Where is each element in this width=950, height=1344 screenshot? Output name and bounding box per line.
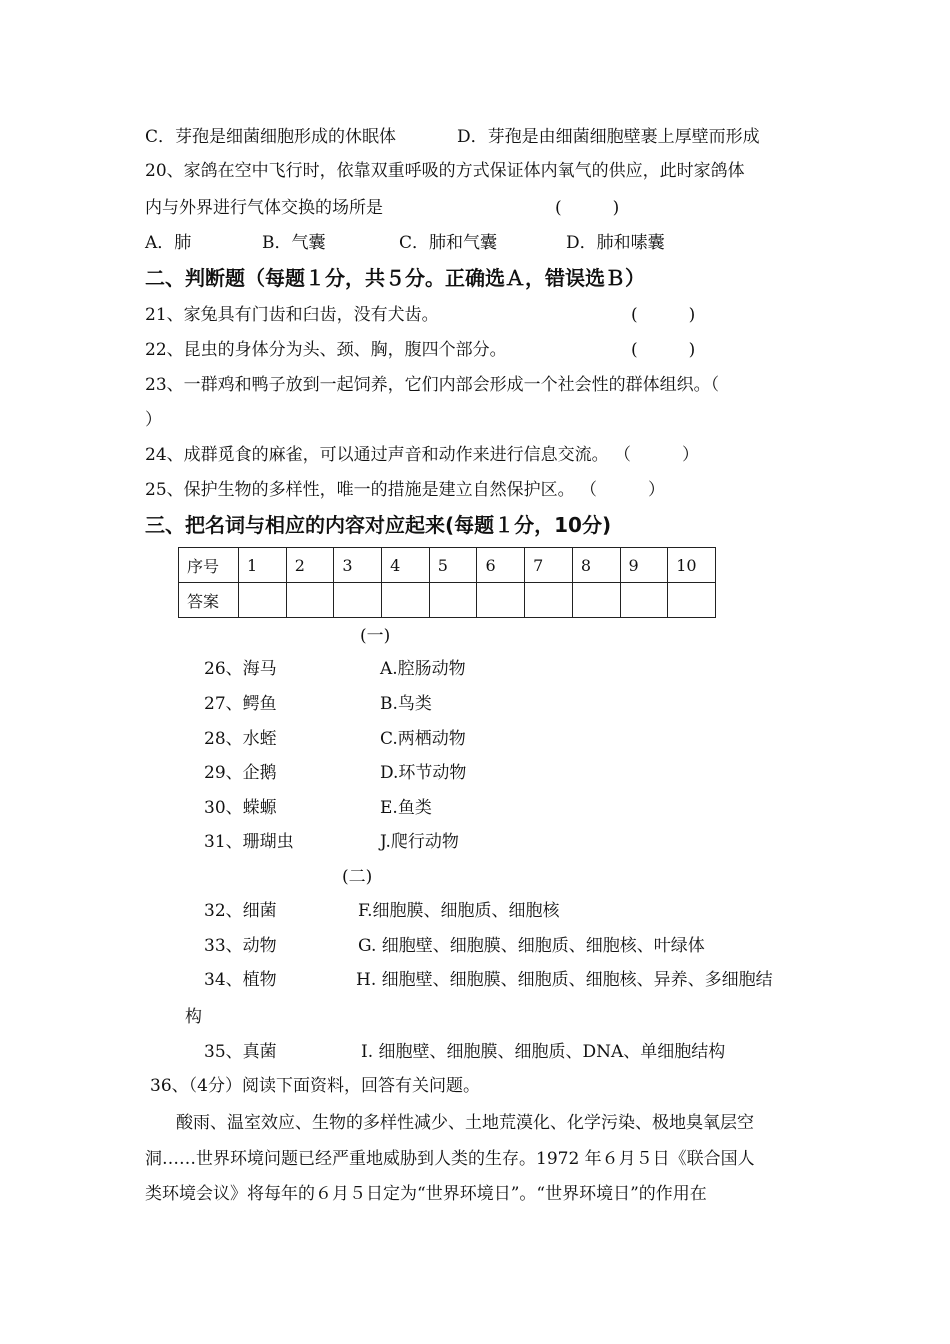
answer-cell[interactable] bbox=[525, 583, 573, 618]
q20-line2: 内与外界进行气体交换的场所是 bbox=[145, 198, 383, 218]
table-cell-number: 6 bbox=[477, 548, 525, 583]
match-answer: E.鱼类 bbox=[380, 798, 432, 818]
section2-title: 二、判断题（每题１分，共５分。正确选Ａ，错误选Ｂ） bbox=[145, 266, 645, 290]
answer-cell[interactable] bbox=[239, 583, 287, 618]
section3-title: 三、把名词与相应的内容对应起来(每题１分，10分) bbox=[145, 513, 612, 537]
match-question: 35、真菌 bbox=[204, 1042, 277, 1062]
match-answer: H. 细胞壁、细胞膜、细胞质、细胞核、异养、多细胞结 bbox=[356, 970, 773, 990]
q20-option-d: D．肺和嗉囊 bbox=[566, 233, 665, 253]
match-answer: A.腔肠动物 bbox=[380, 659, 466, 679]
q21: 21、家兔具有门齿和臼齿，没有犬齿。 bbox=[145, 305, 439, 325]
q36-paragraph-line: 酸雨、温室效应、生物的多样性减少、土地荒漠化、化学污染、极地臭氧层空 bbox=[176, 1113, 754, 1133]
answer-cell[interactable] bbox=[429, 583, 477, 618]
q21-answer-paren: ( ) bbox=[631, 305, 696, 325]
part1-label: (一) bbox=[360, 626, 391, 646]
q23-continuation: ） bbox=[145, 410, 162, 430]
answer-cell[interactable] bbox=[334, 583, 382, 618]
answer-table-answer-row bbox=[179, 583, 716, 618]
q36-heading: 36、（4分）阅读下面资料，回答有关问题。 bbox=[150, 1076, 480, 1096]
answer-cell[interactable] bbox=[477, 583, 525, 618]
answer-cell[interactable] bbox=[572, 583, 620, 618]
q36-paragraph-line: 洞……世界环境问题已经严重地威胁到人类的生存。1972 年６月５日《联合国人 bbox=[145, 1149, 755, 1169]
match-answer: I. 细胞壁、细胞膜、细胞质、DNA、单细胞结构 bbox=[361, 1042, 726, 1062]
answer-table-number-row bbox=[179, 548, 716, 583]
match-question: 30、蝾螈 bbox=[204, 798, 277, 818]
table-cell-number: 9 bbox=[620, 548, 668, 583]
match-question: 29、企鹅 bbox=[204, 763, 277, 783]
match-answer: C.两栖动物 bbox=[380, 729, 466, 749]
table-cell-number: 8 bbox=[572, 548, 620, 583]
q22-answer-paren: ( ) bbox=[631, 340, 696, 360]
match-question: 31、珊瑚虫 bbox=[204, 832, 294, 852]
answer-cell[interactable] bbox=[382, 583, 430, 618]
q25: 25、保护生物的多样性，唯一的措施是建立自然保护区。 （ ） bbox=[145, 480, 666, 500]
part2-label: (二) bbox=[342, 867, 373, 887]
q19-option-c: C．芽孢是细菌细胞形成的休眠体 bbox=[145, 127, 397, 147]
match-question: 34、植物 bbox=[204, 970, 277, 990]
table-cell-number: 7 bbox=[525, 548, 573, 583]
match-question: 33、动物 bbox=[204, 936, 277, 956]
row-label-number: 序号 bbox=[179, 548, 239, 583]
match-answer: D.环节动物 bbox=[380, 763, 467, 783]
answer-cell[interactable] bbox=[620, 583, 668, 618]
q23: 23、一群鸡和鸭子放到一起饲养，它们内部会形成一个社会性的群体组织。（ bbox=[145, 375, 720, 395]
table-cell-number: 1 bbox=[239, 548, 287, 583]
table-cell-number: 3 bbox=[334, 548, 382, 583]
table-cell-number: 2 bbox=[286, 548, 334, 583]
table-cell-number: 4 bbox=[382, 548, 430, 583]
q24: 24、成群觅食的麻雀，可以通过声音和动作来进行信息交流。 （ ） bbox=[145, 445, 700, 465]
answer-table bbox=[178, 547, 716, 618]
q20-option-b: B．气囊 bbox=[262, 233, 326, 253]
q20-option-a: A．肺 bbox=[145, 233, 192, 253]
match-answer: B.鸟类 bbox=[380, 694, 432, 714]
match-question: 27、鳄鱼 bbox=[204, 694, 277, 714]
match-answer: J.爬行动物 bbox=[380, 832, 459, 852]
q22: 22、昆虫的身体分为头、颈、胸，腹四个部分。 bbox=[145, 340, 507, 360]
match-answer: F.细胞膜、细胞质、细胞核 bbox=[358, 901, 560, 921]
match-answer: G. 细胞壁、细胞膜、细胞质、细胞核、叶绿体 bbox=[358, 936, 705, 956]
answer-cell[interactable] bbox=[668, 583, 716, 618]
q20-answer-paren: ( ) bbox=[555, 198, 620, 218]
match-question: 32、细菌 bbox=[204, 901, 277, 921]
q19-option-d: D．芽孢是由细菌细胞壁裹上厚壁而形成 bbox=[457, 127, 760, 147]
answer-cell[interactable] bbox=[286, 583, 334, 618]
match-question: 26、海马 bbox=[204, 659, 277, 679]
table-cell-number: 10 bbox=[668, 548, 716, 583]
q20-option-c: C．肺和气囊 bbox=[399, 233, 498, 253]
row-label-answer: 答案 bbox=[179, 583, 239, 618]
match-question: 28、水蛭 bbox=[204, 729, 277, 749]
q36-paragraph-line: 类环境会议》将每年的６月５日定为“世界环境日”。“世界环境日”的作用在 bbox=[145, 1184, 707, 1204]
q20-line1: 20、家鸽在空中飞行时，依靠双重呼吸的方式保证体内氧气的供应，此时家鸽体 bbox=[145, 161, 745, 181]
match-answer-continuation: 构 bbox=[185, 1007, 202, 1027]
table-cell-number: 5 bbox=[429, 548, 477, 583]
